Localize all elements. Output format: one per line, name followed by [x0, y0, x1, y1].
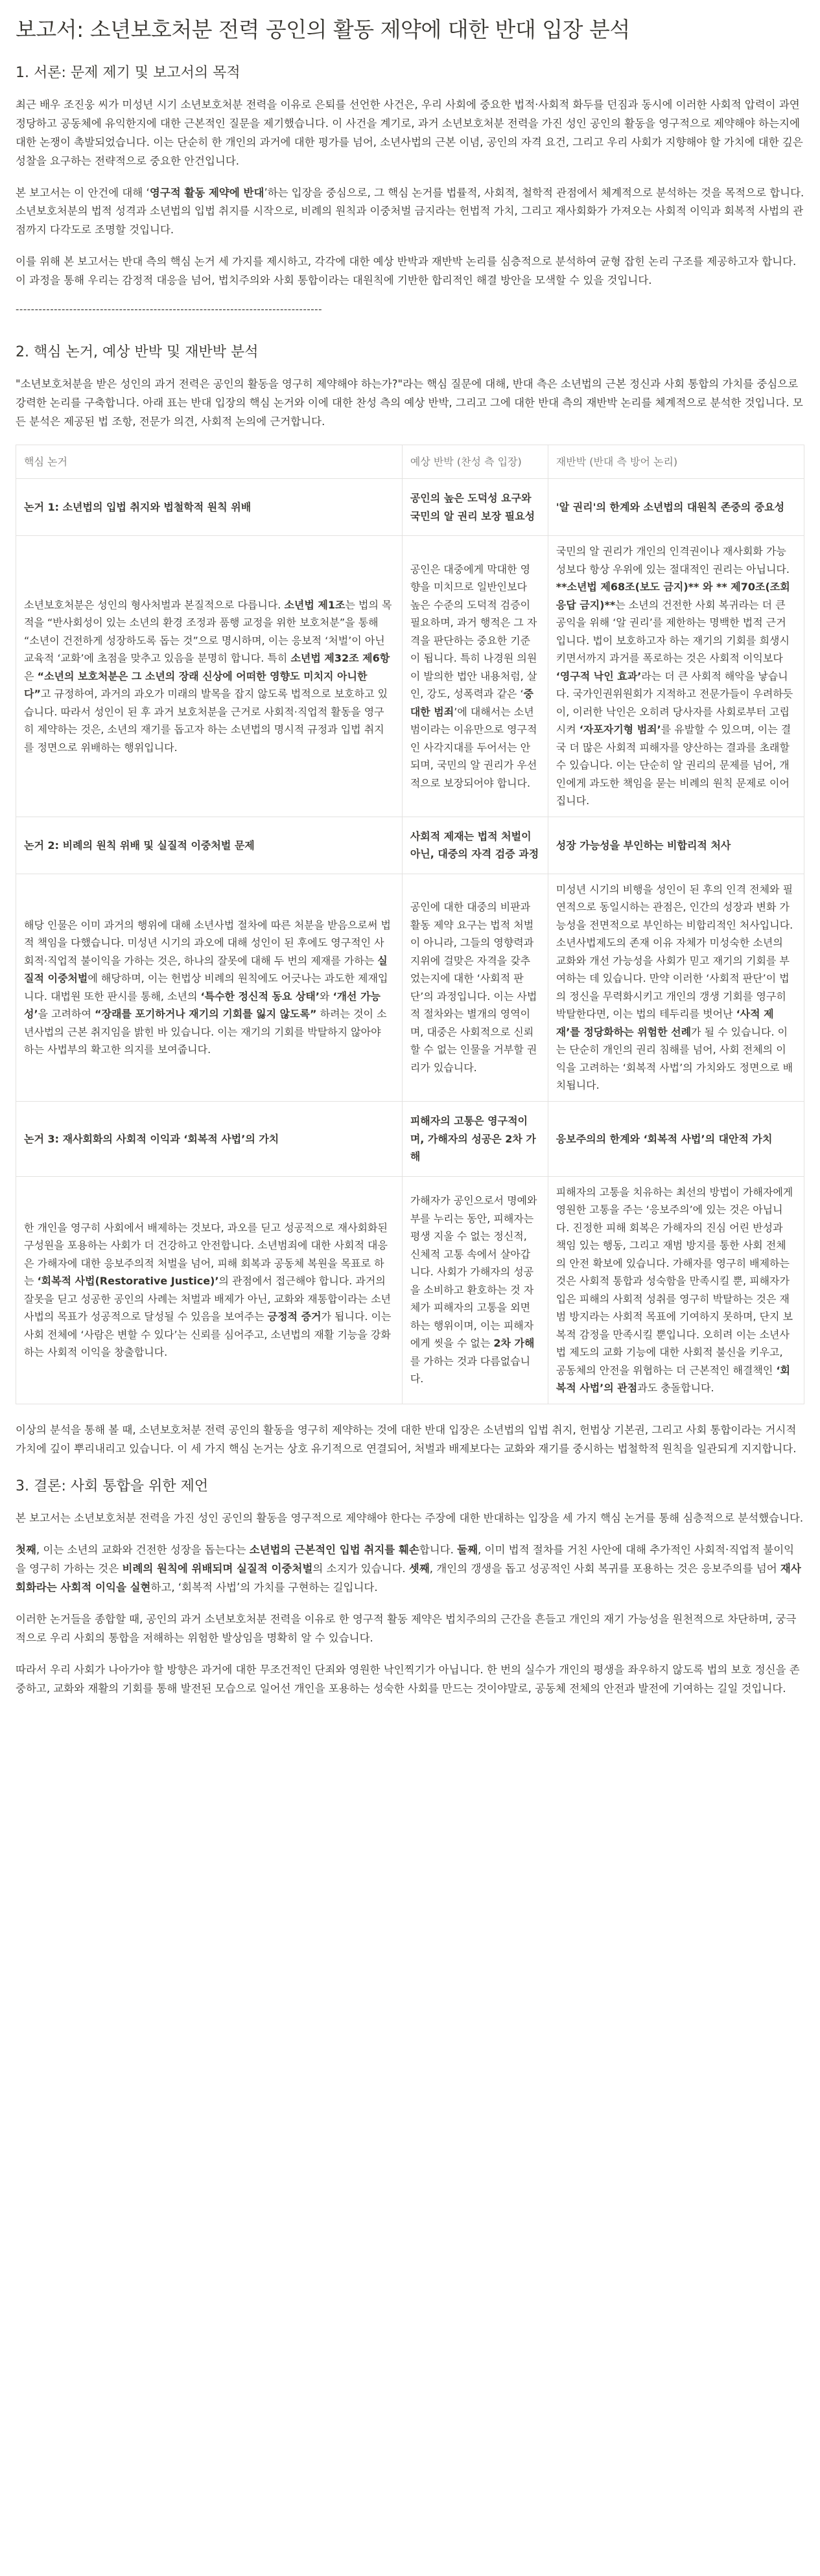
text-run: 와	[319, 990, 333, 1003]
argument-title-2: 논거 2: 비례의 원칙 위배 및 실질적 이중처벌 문제	[16, 817, 403, 874]
section1-heading: 1. 서론: 문제 제기 및 보고서의 목적	[16, 65, 240, 81]
text-run: 가해자가 공인으로서 명예와 부를 누리는 동안, 피해자는 평생 지울 수 없는 정신적, 신체적 고통 속에서 살아갑니다. 사회가 가해자의 성공을 소비하고 환호하는 것 자체가 피해자의 고통을 외면하는 행위이며, 이는 피해자에게 씻을 수 없는	[410, 1194, 537, 1350]
emphasis-text: ‘영구적 낙인 효과’	[556, 669, 642, 682]
rebuttal-body-2	[402, 874, 548, 1101]
emphasis-text: 2차 가해	[493, 1337, 535, 1350]
header-core-argument: 핵심 논거	[16, 445, 403, 479]
argument-title-row	[16, 479, 804, 536]
text-run: , 개인의 갱생을 돕고 성공적인 사회 복귀를 포용하는 것은 응보주의를 넘어	[429, 1562, 780, 1575]
emphasis-text: ‘자포자기형 범죄’	[579, 723, 661, 736]
emphasis-text: 영구적 활동 제약에 반대	[149, 186, 264, 199]
argument-body-row	[16, 536, 804, 817]
emphasis-text: 중대한 범죄	[410, 688, 534, 718]
emphasis-text: ‘개선 가능성’	[24, 990, 381, 1021]
emphasis-text: “소년의 보호처분은 그 소년의 장래 신상에 어떠한 영향도 미치지 아니한다”	[24, 669, 368, 701]
text-run: ’에 대해서는 소년범이라는 이유만으로 영구적인 사각지대를 두어서는 안 되며, 국민의 알 권리가 우선적으로 보장되어야 합니다.	[410, 705, 537, 789]
emphasis-text: ‘사적 제재’를 정당화하는 위험한 선례	[556, 1008, 774, 1038]
text-run: 피해자의 고통을 치유하는 최선의 방법이 가해자에게 영원한 고통을 주는 ‘응보주의’에 있는 것은 아닙니다. 진정한 피해 회복은 가해자의 진심 어린 반성과 책임 있는 행동, 그리고 재범 방지를 통한 사회 전체의 안전 확보에 있습니다. 가해자를 영구히 배제하는 것은 사회적 통합과 성숙함을 만족시킬 뿐, 피해자가 입은 피해의 사회적 성취를 영구히 박탈하는 것은 재범 방지라는 사회적 목표에 기여하지 못하며, 단지 보복적 감정을 만족시킬 뿐입니다. 오히려 이는 소년사법 제도의 교화 기능에 대한 사회적 불신을 키우고, 공동체의 안전을 위협하는 더 근본적인 해결책인	[556, 1185, 793, 1376]
argument-body-row	[16, 1176, 804, 1404]
text-run: 한 개인을 영구히 사회에서 배제하는 것보다, 과오를 딛고 성공적으로 재사회화된 구성원을 포용하는 사회가 더 건강하고 안전합니다. 소년범죄에 대한 사회적 대응은 가해자에 대한 응보주의적 처벌을 넘어, 피해 회복과 공동체 복원을 목표로 하는	[24, 1221, 388, 1288]
rebuttal-title-3: 피해자의 고통은 영구적이며, 가해자의 성공은 2차 가해	[402, 1102, 548, 1177]
text-run: 국민의 알 권리가 개인의 인격권이나 재사회화 가능성보다 항상 우위에 있는 절대적인 권리는 아닙니다.	[556, 545, 790, 575]
text-run: 는 법의 목적을 “반사회성이 있는 소년의 환경 조정과 품행 교정을 위한 보호처분”을 통해 “소년이 건전하게 성장하도록 돕는 것”으로 명시하며, 이는 응보적 ‘처벌’이 아닌 교육적 ‘교화’에 초점을 맞추고 있음을 분명히 합니다. 특히	[24, 598, 392, 665]
emphasis-text: **소년법 제68조(보도 금지)** 와 ** 제70조(조회 응답 금지)**	[556, 581, 790, 611]
text-run: ’하는 입장을 중심으로, 그 핵심 논거를 법률적, 사회적, 철학적 관점에서 체계적으로 분석하는 것을 목적으로 합니다. 소년보호처분의 법적 성격과 소년법의 입법 취지를 시작으로, 비례의 원칙과 이중처벌 금지라는 헌법적 가치, 그리고 재사회화가 가져오는 사회적 이익과 회복적 사법의 관점까지 다각도로 조명할 것입니다.	[16, 186, 804, 237]
emphasis-text: ‘특수한 정신적 동요 상태’	[200, 990, 320, 1003]
counter-rebuttal-body-3	[548, 1176, 804, 1404]
text-run: 라는 더 큰 사회적 해악을 낳습니다. 국가인권위원회가 지적하고 전문가들이 우려하듯이, 이러한 낙인은 오히려 당사자를 사회로부터 고립시켜	[556, 669, 793, 736]
text-run: 를 유발할 수 있으며, 이는 결국 더 많은 사회적 피해자를 양산하는 결과를 초래할 수 있습니다. 이는 단순히 알 권리의 문제를 넘어, 개인에게 과도한 책임을 묻는 비례의 원칙 문제로 이어집니다.	[556, 723, 791, 807]
rebuttal-title-1: 공인의 높은 도덕성 요구와 국민의 알 권리 보장 필요성	[402, 479, 548, 536]
section3-paragraph-3: 이러한 논거들을 종합할 때, 공인의 과거 소년보호처분 전력을 이유로 한 영구적 활동 제약은 법치주의의 근간을 흔들고 개인의 재기 가능성을 원천적으로 차단하며, 궁극적으로 우리 사회의 통합을 저해하는 위험한 발상임을 명확히 알 수 있습니다.	[16, 1612, 797, 1644]
text-run: 의 소지가 있습니다.	[312, 1562, 409, 1575]
report-title: 보고서: 소년보호처분 전력 공인의 활동 제약에 대한 반대 입장 분석	[16, 17, 630, 42]
emphasis-text: 소년법의 근본적인 입법 취지를 훼손	[249, 1544, 419, 1557]
emphasis-text: 둘째	[457, 1544, 478, 1557]
emphasis-text: 소년법 제32조 제6항	[290, 652, 390, 665]
section3-paragraph-1: 본 보고서는 소년보호처분 전력을 가진 성인 공인의 활동을 영구적으로 제약해야 한다는 주장에 대한 반대하는 입장을 세 가지 핵심 논거를 통해 심층적으로 분석했습니다.	[16, 1512, 804, 1525]
text-run: 소년보호처분은 성인의 형사처벌과 본질적으로 다릅니다.	[24, 598, 285, 611]
text-run: 공인에 대한 대중의 비판과 활동 제약 요구는 법적 처벌이 아니라, 그들의 영향력과 지위에 걸맞은 자격을 갖추었는지에 대한 ‘사회적 판단’의 과정입니다. 이는 사법적 절차와는 별개의 영역이며, 대중은 사회적으로 신뢰할 수 없는 인물을 거부할 권리가 있습니다.	[410, 901, 537, 1074]
argument-table	[16, 445, 804, 1404]
text-run: , 이는 소년의 교화와 건전한 성장을 돕는다는	[36, 1544, 250, 1557]
rebuttal-body-1	[402, 536, 548, 817]
argument-body-2	[16, 874, 403, 1101]
text-run: 가 될 수 있습니다. 이는 단순히 개인의 권리 침해를 넘어, 사회 전체의 이익을 고려하는 ‘회복적 사법’의 가치와도 정면으로 배치됩니다.	[556, 1025, 793, 1092]
argument-body-1	[16, 536, 403, 817]
emphasis-text: “장래를 포기하거나 재기의 기회를 잃지 않도록”	[95, 1008, 317, 1021]
text-run: 하고, ‘회복적 사법’의 가치를 구현하는 길입니다.	[150, 1581, 378, 1594]
section-divider: --------------------------------------------------------------------------------	[16, 303, 323, 315]
header-counter-rebuttal: 재반박 (반대 측 방어 논리)	[548, 445, 804, 479]
text-run: 에 해당하며, 이는 헌법상 비례의 원칙에도 어긋나는 과도한 제재입니다. 대법원 또한 판시를 통해, 소년의	[24, 972, 388, 1003]
argument-title-row	[16, 817, 804, 874]
text-run: , 이미 법적 절차를 거친 사안에 대해 추가적인 사회적·직업적 불이익을 영구히 가하는 것은	[16, 1544, 795, 1575]
text-run: 은	[24, 669, 38, 682]
section1-paragraph-3: 이를 위해 본 보고서는 반대 측의 핵심 논거 세 가지를 제시하고, 각각에 대한 예상 반박과 재반박 논리를 심층적으로 분석하여 균형 잡힌 논리 구조를 제공하고자 합니다. 이 과정을 통해 우리는 감정적 대응을 넘어, 법치주의와 사회 통합이라는 대원칙에 기반한 합리적인 해결 방안을 모색할 수 있을 것입니다.	[16, 255, 797, 286]
text-run: 합니다.	[419, 1544, 458, 1557]
section3-heading: 3. 결론: 사회 통합을 위한 제언	[16, 1478, 209, 1495]
counter-rebuttal-body-1	[548, 536, 804, 817]
section3-paragraph-4: 따라서 우리 사회가 나아가야 할 방향은 과거에 대한 무조건적인 단죄와 영원한 낙인찍기가 아닙니다. 한 번의 실수가 개인의 평생을 좌우하지 않도록 법의 보호 정신을 존중하고, 교화와 재활의 기회를 통해 발전된 모습으로 일어선 개인을 포용하는 성숙한 사회를 만드는 것이야말로, 공동체 전체의 안전과 발전에 기여하는 길일 것입니다.	[16, 1663, 800, 1695]
section2-summary: 이상의 분석을 통해 볼 때, 소년보호처분 전력 공인의 활동을 영구히 제약하는 것에 대한 반대 입장은 소년법의 입법 취지, 헌법상 기본권, 그리고 사회 통합이라는 거시적 가치에 깊이 뿌리내리고 있습니다. 이 세 가지 핵심 논거는 상호 유기적으로 연결되어, 처벌과 배제보다는 교화와 재기를 중시하는 법철학적 원칙을 일관되게 지지합니다.	[16, 1423, 797, 1455]
counter-rebuttal-body-2	[548, 874, 804, 1101]
text-run: 과도 충돌합니다.	[637, 1382, 714, 1395]
text-run: 를 가하는 것과 다름없습니다.	[410, 1354, 531, 1386]
argument-title-3: 논거 3: 재사회화의 사회적 이익과 ‘회복적 사법’의 가치	[16, 1102, 403, 1177]
counter-rebuttal-title-1: '알 권리'의 한계와 소년법의 대원칙 존중의 중요성	[548, 479, 804, 536]
emphasis-text: 비례의 원칙에 위배되며 실질적 이중처벌	[122, 1562, 313, 1575]
counter-rebuttal-title-3: 응보주의의 한계와 ‘회복적 사법’의 대안적 가치	[548, 1102, 804, 1177]
text-run: 을 고려하여	[38, 1008, 95, 1021]
text-run: 하려는 것이 소년사법의 근본 취지임을 밝힌 바 있습니다. 이는 재기의 기회를 박탈하지 않아야 하는 사법부의 확고한 의지를 보여줍니다.	[24, 1008, 387, 1056]
counter-rebuttal-title-2: 성장 가능성을 부인하는 비합리적 처사	[548, 817, 804, 874]
rebuttal-title-2: 사회적 제재는 법적 처벌이 아닌, 대중의 자격 검증 과정	[402, 817, 548, 874]
section1-paragraph-1: 최근 배우 조진웅 씨가 미성년 시기 소년보호처분 전력을 이유로 은퇴를 선언한 사건은, 우리 사회에 중요한 법적·사회적 화두를 던짐과 동시에 이러한 사회적 압력이 과연 정당하고 공동체에 유익한지에 대한 근본적인 질문을 제기했습니다. 이 사건을 계기로, 과거 소년보호처분 전력을 가진 성인 공인의 활동을 영구적으로 제약해야 하는지에 대한 논쟁이 촉발되었습니다. 이는 단순히 한 개인의 과거에 대한 평가를 넘어, 소년사법의 근본 이념, 공인의 자격 요건, 그리고 우리 사회가 지향해야 할 가치에 대한 깊은 성찰을 요구하는 전략적으로 중요한 안건입니다.	[16, 99, 803, 167]
text-run: 해당 인물은 이미 과거의 행위에 대해 소년사법 절차에 따른 처분을 받음으로써 법적 책임을 다했습니다. 미성년 시기의 과오에 대해 성인이 된 후에도 영구적인 사회적·직업적 불이익을 가하는 것은, 하나의 잘못에 대해 두 번의 제재를 가하는	[24, 918, 391, 967]
text-run: 본 보고서는 이 안건에 대해 ‘	[16, 186, 150, 199]
emphasis-text: 첫째	[16, 1544, 36, 1557]
emphasis-text: 재사회화라는 사회적 이익을 실현	[16, 1562, 801, 1594]
emphasis-text: ‘회복적 사법(Restorative Justice)’	[37, 1275, 219, 1288]
rebuttal-body-3	[402, 1176, 548, 1404]
emphasis-text: 셋째	[408, 1562, 430, 1575]
text-run: 가 됩니다. 이는 사회 전체에 ‘사람은 변할 수 있다’는 신뢰를 심어주고, 소년법의 재활 기능을 강화하는 사회적 이익을 창출합니다.	[24, 1310, 392, 1359]
text-run: 고 규정하여, 과거의 과오가 미래의 발목을 잡지 않도록 법적으로 보호하고 있습니다. 따라서 성인이 된 후 과거 보호처분을 근거로 사회적·직업적 활동을 영구히 제약하는 것은, 소년의 재기를 돕고자 하는 소년법의 명시적 규정과 입법 취지를 정면으로 위배하는 행위입니다.	[24, 688, 388, 754]
emphasis-text: 소년법 제1조	[284, 598, 346, 611]
section3-paragraph-2	[16, 1541, 804, 1597]
text-run: 는 소년의 건전한 사회 복귀라는 더 큰 공익을 위해 ‘알 권리’를 제한하는 명백한 법적 근거입니다. 법이 보호하고자 하는 재기의 기회를 희생시키면서까지 과거를 폭로하는 것은 사회적 이익보다	[556, 598, 790, 665]
argument-body-row	[16, 874, 804, 1101]
table-header-row	[16, 445, 804, 479]
emphasis-text: 긍정적 증거	[267, 1310, 322, 1323]
text-run: 공인은 대중에게 막대한 영향을 미치므로 일반인보다 높은 수준의 도덕적 검증이 필요하며, 과거 행적은 그 자격을 판단하는 중요한 기준이 됩니다. 특히 나경원 의원이 발의한 법안 내용처럼, 살인, 강도, 성폭력과 같은 ‘	[410, 563, 537, 701]
header-expected-rebuttal: 예상 반박 (찬성 측 입장)	[402, 445, 548, 479]
argument-title-1: 논거 1: 소년법의 입법 취지와 법철학적 원칙 위배	[16, 479, 403, 536]
emphasis-text: 실질적 이중처벌	[24, 954, 388, 985]
argument-body-3	[16, 1176, 403, 1404]
text-run: 미성년 시기의 비행을 성인이 된 후의 인격 전체와 필연적으로 동일시하는 관점은, 인간의 성장과 변화 가능성을 전면적으로 부인하는 비합리적인 처사입니다. 소년사법제도의 존재 이유 자체가 미성숙한 소년의 교화와 개선 가능성을 사회가 믿고 재기의 기회를 부여하는 데 있습니다. 만약 이러한 ‘사회적 판단’이 법의 정신을 무력화시키고 개인의 갱생 기회를 영구히 박탈한다면, 이는 법의 테두리를 벗어난	[556, 883, 793, 1021]
emphasis-text: ‘회복적 사법’의 관점	[556, 1363, 790, 1395]
text-run: 의 관점에서 접근해야 합니다. 과거의 잘못을 딛고 성공한 공인의 사례는 처벌과 배제가 아닌, 교화와 재통합이라는 소년사법의 목표가 성공적으로 달성될 수 있음을 보여주는	[24, 1275, 391, 1323]
section1-paragraph-2	[16, 184, 804, 240]
section2-intro: "소년보호처분을 받은 성인의 과거 전력은 공인의 활동을 영구히 제약해야 하는가?"라는 핵심 질문에 대해, 반대 측은 소년법의 근본 정신과 사회 통합의 가치를 중심으로 강력한 논리를 구축합니다. 아래 표는 반대 입장의 핵심 논거와 이에 대한 찬성 측의 예상 반박, 그리고 그에 대한 반대 측의 재반박 논리를 체계적으로 분석한 것입니다. 모든 분석은 제공된 법 조항, 전문가 의견, 사회적 논의에 근거합니다.	[16, 377, 803, 428]
argument-title-row	[16, 1102, 804, 1177]
section2-heading: 2. 핵심 논거, 예상 반박 및 재반박 분석	[16, 343, 259, 360]
